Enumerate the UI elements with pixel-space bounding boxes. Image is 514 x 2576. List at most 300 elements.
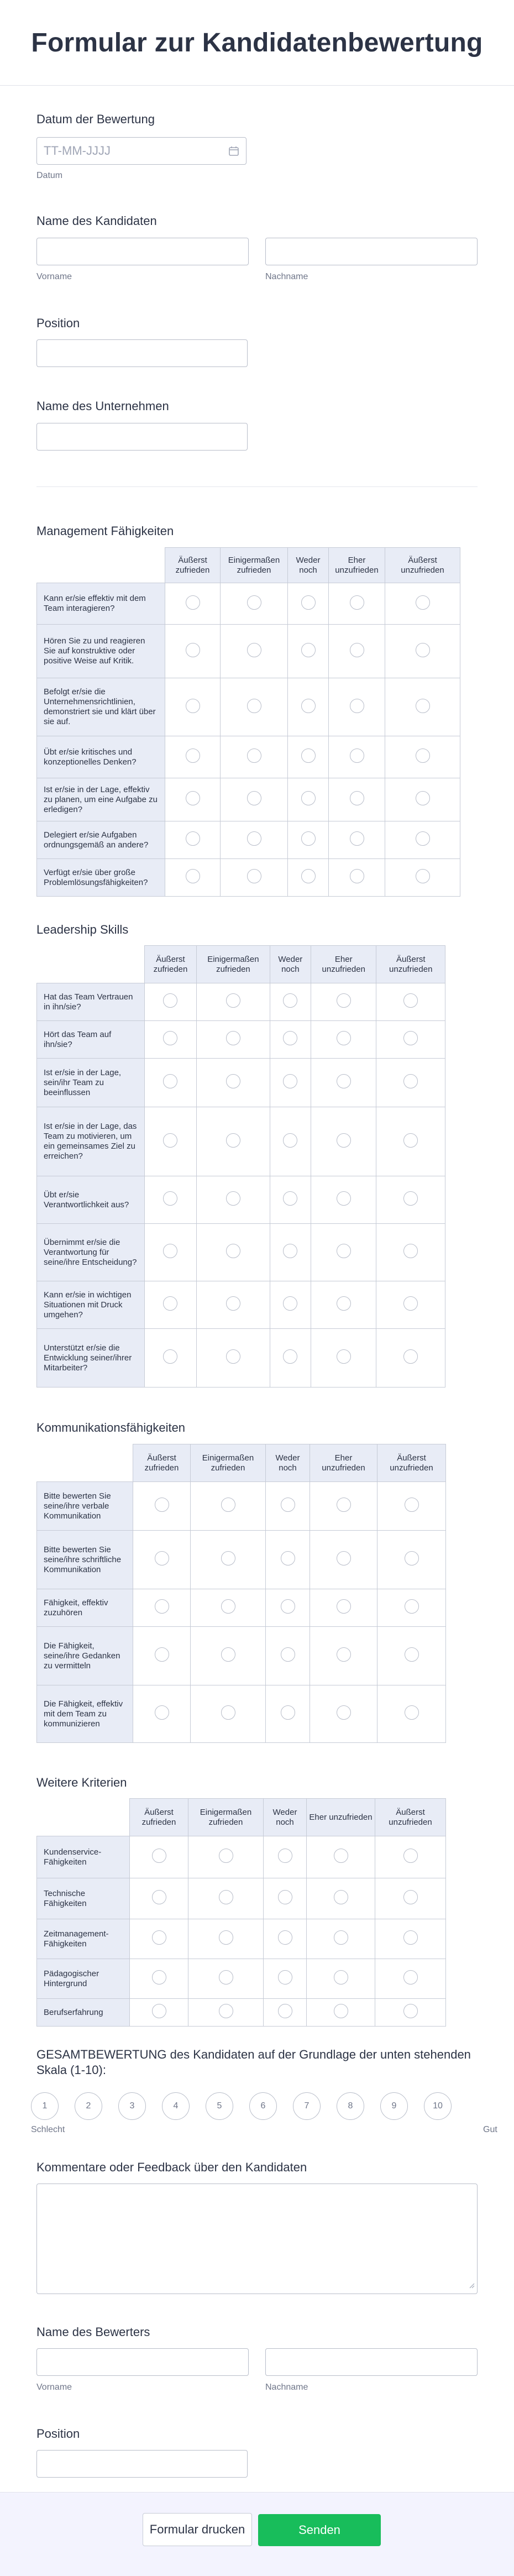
- rating-radio[interactable]: [334, 1849, 348, 1863]
- scale-option[interactable]: 8: [337, 2092, 364, 2120]
- rating-radio[interactable]: [226, 1133, 240, 1148]
- matrix-cell: [329, 736, 385, 778]
- matrix-row: [37, 1878, 446, 1919]
- rating-radio[interactable]: [403, 1074, 418, 1088]
- rating-radio[interactable]: [221, 1705, 235, 1720]
- matrix-cell: [266, 1482, 310, 1531]
- scale-option[interactable]: 5: [206, 2092, 233, 2120]
- rating-radio[interactable]: [350, 595, 364, 610]
- rating-radio[interactable]: [337, 1551, 351, 1566]
- overall-low-label: Schlecht: [31, 2125, 65, 2134]
- matrix-cell: [133, 1627, 191, 1685]
- rating-radio[interactable]: [403, 1031, 418, 1045]
- matrix-row: [37, 678, 460, 736]
- matrix-cell: [133, 1482, 191, 1531]
- rating-radio[interactable]: [301, 791, 316, 805]
- scale-option[interactable]: 3: [118, 2092, 146, 2120]
- rating-radio[interactable]: [403, 1133, 418, 1148]
- matrix-row-label: Übt er/sie Verantwortlichkeit aus?: [37, 1176, 145, 1224]
- matrix-cell: [307, 1959, 375, 1999]
- date-placeholder: TT-MM-JJJJ: [44, 144, 111, 158]
- matrix-cell: [311, 983, 376, 1021]
- rating-radio[interactable]: [337, 1647, 351, 1662]
- matrix-column-header: Äußerst zufrieden: [130, 1799, 188, 1836]
- rating-radio[interactable]: [186, 699, 200, 713]
- rating-radio[interactable]: [155, 1498, 169, 1512]
- rating-radio[interactable]: [278, 1930, 292, 1945]
- scale-option[interactable]: 1: [31, 2092, 59, 2120]
- rating-radio[interactable]: [163, 1133, 177, 1148]
- rating-radio[interactable]: [405, 1551, 419, 1566]
- scale-option[interactable]: 4: [162, 2092, 190, 2120]
- rating-radio[interactable]: [247, 748, 261, 763]
- rating-radio[interactable]: [281, 1705, 295, 1720]
- rating-radio[interactable]: [350, 869, 364, 883]
- matrix-cell: [310, 1482, 377, 1531]
- rating-radio[interactable]: [247, 791, 261, 805]
- matrix-column-header: Einigermaßen zufrieden: [191, 1444, 266, 1482]
- matrix-column-header: Äußerst zufrieden: [165, 548, 221, 583]
- rating-radio[interactable]: [281, 1599, 295, 1614]
- rating-radio[interactable]: [186, 595, 200, 610]
- rating-radio[interactable]: [337, 1296, 351, 1311]
- matrix-cell: [376, 1059, 445, 1107]
- rating-radio[interactable]: [301, 831, 316, 846]
- candidate-first-name-sublabel: Vorname: [36, 272, 72, 281]
- rating-radio[interactable]: [152, 1890, 166, 1904]
- rating-radio[interactable]: [283, 1191, 297, 1206]
- matrix-cell: [310, 1685, 377, 1743]
- matrix-cell: [264, 1999, 307, 2027]
- rating-radio[interactable]: [247, 699, 261, 713]
- matrix-cell: [385, 821, 460, 859]
- print-form-button[interactable]: Formular drucken: [143, 2513, 252, 2546]
- rating-radio[interactable]: [405, 1498, 419, 1512]
- matrix-column-header: Äußerst unzufrieden: [375, 1799, 446, 1836]
- matrix-row: [37, 1836, 446, 1878]
- matrix-cell: [191, 1531, 266, 1589]
- matrix-column-header: Weder noch: [264, 1799, 307, 1836]
- scale-option[interactable]: 10: [424, 2092, 452, 2120]
- rating-radio[interactable]: [283, 1349, 297, 1364]
- evaluator-position-label: Position: [36, 2427, 80, 2441]
- rating-radio[interactable]: [350, 748, 364, 763]
- matrix-row: [37, 778, 460, 821]
- rating-radio[interactable]: [337, 1599, 351, 1614]
- matrix-row-label: Verfügt er/sie über große Problemlösungsfähigkeiten?: [37, 859, 165, 897]
- candidate-last-name-input[interactable]: [265, 238, 478, 265]
- rating-radio[interactable]: [281, 1647, 295, 1662]
- rating-radio[interactable]: [278, 1890, 292, 1904]
- rating-radio[interactable]: [337, 1705, 351, 1720]
- matrix-cell: [311, 1021, 376, 1059]
- rating-radio[interactable]: [163, 1244, 177, 1258]
- matrix-column-header: Äußerst unzufrieden: [376, 946, 445, 983]
- matrix-cell: [266, 1627, 310, 1685]
- rating-radio[interactable]: [155, 1705, 169, 1720]
- rating-radio[interactable]: [226, 1244, 240, 1258]
- candidate-last-name-sublabel: Nachname: [265, 272, 308, 281]
- matrix-cell: [188, 1836, 264, 1878]
- rating-radio[interactable]: [416, 869, 430, 883]
- matrix-cell: [375, 1836, 446, 1878]
- form-header: [0, 0, 514, 86]
- communication-title: Kommunikationsfähigkeiten: [36, 1421, 186, 1434]
- rating-radio[interactable]: [403, 1930, 418, 1945]
- management-title: Management Fähigkeiten: [36, 524, 174, 538]
- evaluator-first-name-input[interactable]: [36, 2348, 249, 2376]
- rating-radio[interactable]: [283, 1133, 297, 1148]
- rating-radio[interactable]: [337, 1349, 351, 1364]
- rating-radio[interactable]: [281, 1551, 295, 1566]
- rating-radio[interactable]: [281, 1498, 295, 1512]
- matrix-row-label: Bitte bewerten Sie seine/ihre schriftliche Kommunikation: [37, 1531, 133, 1589]
- matrix-cell: [375, 1919, 446, 1959]
- date-field: [36, 112, 155, 127]
- rating-radio[interactable]: [221, 1599, 235, 1614]
- rating-radio[interactable]: [219, 1890, 233, 1904]
- matrix-cell: [266, 1589, 310, 1627]
- matrix-row: [37, 1224, 445, 1281]
- overall-rating-label: GESAMTBEWERTUNG des Kandidaten auf der Grundlage der unten stehenden Skala (1-10):: [36, 2048, 471, 2077]
- scale-option[interactable]: 7: [293, 2092, 321, 2120]
- matrix-cell: [221, 778, 288, 821]
- rating-radio[interactable]: [226, 1191, 240, 1206]
- other-criteria-title: Weitere Kriterien: [36, 1776, 127, 1789]
- rating-radio[interactable]: [403, 1349, 418, 1364]
- rating-radio[interactable]: [155, 1551, 169, 1566]
- matrix-row-label: Die Fähigkeit, effektiv mit dem Team zu kommunizieren: [37, 1685, 133, 1743]
- rating-radio[interactable]: [337, 1191, 351, 1206]
- rating-radio[interactable]: [350, 643, 364, 657]
- rating-radio[interactable]: [337, 1074, 351, 1088]
- leadership-matrix: [36, 945, 445, 1388]
- matrix-column-header: Äußerst zufrieden: [144, 946, 196, 983]
- rating-radio[interactable]: [226, 1296, 240, 1311]
- matrix-cell: [144, 1176, 196, 1224]
- evaluator-last-name-input[interactable]: [265, 2348, 478, 2376]
- calendar-icon[interactable]: [228, 145, 239, 159]
- matrix-row-label: Die Fähigkeit, seine/ihre Gedanken zu vermitteln: [37, 1627, 133, 1685]
- matrix-cell: [188, 1959, 264, 1999]
- matrix-row: [37, 1999, 446, 2027]
- rating-radio[interactable]: [403, 2004, 418, 2018]
- matrix-cell: [376, 983, 445, 1021]
- matrix-cell: [376, 1224, 445, 1281]
- matrix-cell: [191, 1589, 266, 1627]
- rating-radio[interactable]: [226, 1031, 240, 1045]
- matrix-column-header: Äußerst unzufrieden: [385, 548, 460, 583]
- matrix-cell: [329, 859, 385, 897]
- rating-radio[interactable]: [226, 1349, 240, 1364]
- rating-radio[interactable]: [350, 791, 364, 805]
- matrix-column-header: Einigermaßen zufrieden: [188, 1799, 264, 1836]
- other-criteria-matrix: [36, 1798, 446, 2027]
- rating-radio[interactable]: [334, 1930, 348, 1945]
- matrix-row-label: Hört das Team auf ihn/sie?: [37, 1021, 145, 1059]
- rating-radio[interactable]: [247, 595, 261, 610]
- matrix-cell: [264, 1959, 307, 1999]
- matrix-cell: [311, 1329, 376, 1388]
- rating-radio[interactable]: [416, 748, 430, 763]
- matrix-cell: [270, 1281, 311, 1329]
- rating-radio[interactable]: [403, 1890, 418, 1904]
- rating-radio[interactable]: [334, 1970, 348, 1985]
- matrix-row: [37, 1059, 445, 1107]
- matrix-cell: [197, 1329, 270, 1388]
- rating-radio[interactable]: [416, 643, 430, 657]
- matrix-cell: [376, 1176, 445, 1224]
- date-sublabel: Datum: [36, 171, 63, 180]
- matrix-cell: [165, 583, 221, 625]
- rating-radio[interactable]: [334, 2004, 348, 2018]
- rating-radio[interactable]: [403, 1296, 418, 1311]
- rating-radio[interactable]: [301, 699, 316, 713]
- rating-radio[interactable]: [283, 1031, 297, 1045]
- matrix-cell: [270, 1059, 311, 1107]
- matrix-cell: [376, 1107, 445, 1176]
- rating-radio[interactable]: [278, 1849, 292, 1863]
- matrix-row-label: Übt er/sie kritisches und konzeptionelles Denken?: [37, 736, 165, 778]
- matrix-cell: [264, 1836, 307, 1878]
- matrix-cell: [311, 1059, 376, 1107]
- rating-radio[interactable]: [186, 748, 200, 763]
- rating-radio[interactable]: [283, 993, 297, 1008]
- matrix-cell: [288, 778, 329, 821]
- matrix-cell: [311, 1107, 376, 1176]
- position-input[interactable]: [36, 339, 248, 367]
- submit-button[interactable]: Senden: [258, 2514, 381, 2546]
- matrix-cell: [266, 1685, 310, 1743]
- rating-radio[interactable]: [226, 1074, 240, 1088]
- rating-radio[interactable]: [350, 831, 364, 846]
- rating-radio[interactable]: [186, 869, 200, 883]
- comments-label: Kommentare oder Feedback über den Kandidaten: [36, 2160, 307, 2174]
- rating-radio[interactable]: [337, 993, 351, 1008]
- matrix-cell: [270, 1107, 311, 1176]
- matrix-cell: [376, 1021, 445, 1059]
- rating-radio[interactable]: [186, 643, 200, 657]
- matrix-cell: [288, 625, 329, 678]
- matrix-cell: [165, 821, 221, 859]
- matrix-cell: [385, 625, 460, 678]
- matrix-cell: [197, 1176, 270, 1224]
- scale-option[interactable]: 2: [75, 2092, 102, 2120]
- rating-radio[interactable]: [350, 699, 364, 713]
- matrix-row-label: Bitte bewerten Sie seine/ihre verbale Kommunikation: [37, 1482, 133, 1531]
- matrix-cell: [191, 1482, 266, 1531]
- matrix-cell: [377, 1482, 446, 1531]
- matrix-column-header: Eher unzufrieden: [329, 548, 385, 583]
- matrix-cell: [288, 583, 329, 625]
- communication-matrix: [36, 1444, 446, 1743]
- rating-radio[interactable]: [219, 1930, 233, 1945]
- matrix-row-label: Zeitmanagement-Fähigkeiten: [37, 1919, 130, 1959]
- rating-radio[interactable]: [403, 993, 418, 1008]
- rating-radio[interactable]: [337, 1244, 351, 1258]
- matrix-row: [37, 1685, 446, 1743]
- evaluator-name-label: Name des Bewerters: [36, 2325, 150, 2339]
- rating-radio[interactable]: [403, 1970, 418, 1985]
- matrix-cell: [264, 1878, 307, 1919]
- rating-radio[interactable]: [163, 1191, 177, 1206]
- company-input[interactable]: [36, 423, 248, 451]
- matrix-cell: [133, 1531, 191, 1589]
- matrix-row-label: Übernimmt er/sie die Verantwortung für seine/ihre Entscheidung?: [37, 1224, 145, 1281]
- matrix-cell: [165, 859, 221, 897]
- rating-radio[interactable]: [152, 2004, 166, 2018]
- matrix-cell: [188, 1919, 264, 1959]
- matrix-column-header: Einigermaßen zufrieden: [197, 946, 270, 983]
- comments-textarea[interactable]: [36, 2184, 478, 2294]
- rating-radio[interactable]: [163, 993, 177, 1008]
- matrix-corner: [37, 548, 165, 583]
- matrix-row-label: Ist er/sie in der Lage, das Team zu motivieren, um ein gemeinsames Ziel zu erreichen?: [37, 1107, 145, 1176]
- rating-radio[interactable]: [219, 1970, 233, 1985]
- rating-radio[interactable]: [283, 1074, 297, 1088]
- matrix-cell: [130, 1836, 188, 1878]
- matrix-column-header: Eher unzufrieden: [307, 1799, 375, 1836]
- matrix-row-label: Technische Fähigkeiten: [37, 1878, 130, 1919]
- matrix-cell: [375, 1999, 446, 2027]
- date-input[interactable]: [36, 137, 246, 165]
- matrix-row-label: Kann er/sie effektiv mit dem Team interagieren?: [37, 583, 165, 625]
- matrix-cell: [307, 1836, 375, 1878]
- matrix-row: [37, 736, 460, 778]
- matrix-cell: [221, 678, 288, 736]
- rating-radio[interactable]: [219, 2004, 233, 2018]
- matrix-cell: [311, 1281, 376, 1329]
- matrix-cell: [144, 1021, 196, 1059]
- matrix-cell: [329, 583, 385, 625]
- matrix-cell: [310, 1531, 377, 1589]
- rating-radio[interactable]: [283, 1296, 297, 1311]
- rating-radio[interactable]: [405, 1647, 419, 1662]
- rating-radio[interactable]: [163, 1349, 177, 1364]
- rating-radio[interactable]: [405, 1599, 419, 1614]
- rating-radio[interactable]: [403, 1244, 418, 1258]
- rating-radio[interactable]: [337, 1133, 351, 1148]
- scale-option[interactable]: 9: [380, 2092, 408, 2120]
- rating-radio[interactable]: [403, 1849, 418, 1863]
- matrix-row: [37, 1919, 446, 1959]
- rating-radio[interactable]: [283, 1244, 297, 1258]
- rating-radio[interactable]: [247, 869, 261, 883]
- rating-radio[interactable]: [163, 1074, 177, 1088]
- rating-radio[interactable]: [247, 643, 261, 657]
- matrix-row-label: Kann er/sie in wichtigen Situationen mit Druck umgehen?: [37, 1281, 145, 1329]
- matrix-row: [37, 1176, 445, 1224]
- matrix-row-label: Hat das Team Vertrauen in ihn/sie?: [37, 983, 145, 1021]
- matrix-cell: [377, 1685, 446, 1743]
- rating-radio[interactable]: [301, 595, 316, 610]
- date-label: Datum der Bewertung: [36, 112, 155, 126]
- matrix-row-label: Delegiert er/sie Aufgaben ordnungsgemäß an andere?: [37, 821, 165, 859]
- matrix-cell: [264, 1919, 307, 1959]
- rating-radio[interactable]: [186, 831, 200, 846]
- matrix-row: [37, 983, 445, 1021]
- candidate-first-name-input[interactable]: [36, 238, 249, 265]
- matrix-cell: [133, 1685, 191, 1743]
- matrix-cell: [375, 1878, 446, 1919]
- matrix-cell: [221, 625, 288, 678]
- rating-radio[interactable]: [301, 748, 316, 763]
- matrix-row: [37, 1589, 446, 1627]
- matrix-cell: [221, 821, 288, 859]
- rating-radio[interactable]: [155, 1647, 169, 1662]
- rating-radio[interactable]: [405, 1705, 419, 1720]
- matrix-cell: [266, 1531, 310, 1589]
- matrix-cell: [375, 1959, 446, 1999]
- evaluator-position-input[interactable]: [36, 2450, 248, 2478]
- matrix-cell: [221, 859, 288, 897]
- matrix-cell: [270, 1021, 311, 1059]
- matrix-cell: [377, 1531, 446, 1589]
- matrix-row: [37, 821, 460, 859]
- rating-radio[interactable]: [186, 791, 200, 805]
- matrix-cell: [165, 625, 221, 678]
- rating-radio[interactable]: [221, 1647, 235, 1662]
- matrix-cell: [197, 983, 270, 1021]
- matrix-cell: [377, 1627, 446, 1685]
- resize-handle-icon[interactable]: [468, 2281, 475, 2291]
- rating-radio[interactable]: [152, 1970, 166, 1985]
- matrix-column-header: Äußerst unzufrieden: [377, 1444, 446, 1482]
- matrix-row: [37, 1482, 446, 1531]
- matrix-cell: [310, 1589, 377, 1627]
- matrix-cell: [329, 821, 385, 859]
- matrix-cell: [197, 1021, 270, 1059]
- scale-option[interactable]: 6: [249, 2092, 277, 2120]
- rating-radio[interactable]: [219, 1849, 233, 1863]
- matrix-column-header: Eher unzufrieden: [310, 1444, 377, 1482]
- section-divider: [36, 486, 478, 487]
- rating-radio[interactable]: [155, 1599, 169, 1614]
- rating-radio[interactable]: [163, 1031, 177, 1045]
- matrix-cell: [165, 736, 221, 778]
- rating-radio[interactable]: [247, 831, 261, 846]
- rating-radio[interactable]: [278, 1970, 292, 1985]
- rating-radio[interactable]: [152, 1930, 166, 1945]
- rating-radio[interactable]: [416, 595, 430, 610]
- rating-radio[interactable]: [278, 2004, 292, 2018]
- rating-radio[interactable]: [152, 1849, 166, 1863]
- rating-radio[interactable]: [301, 643, 316, 657]
- matrix-corner: [37, 946, 145, 983]
- company-label: Name des Unternehmen: [36, 399, 169, 413]
- rating-radio[interactable]: [334, 1890, 348, 1904]
- rating-radio[interactable]: [221, 1551, 235, 1566]
- matrix-cell: [130, 1919, 188, 1959]
- rating-radio[interactable]: [301, 869, 316, 883]
- rating-radio[interactable]: [416, 831, 430, 846]
- matrix-row: [37, 1959, 446, 1999]
- matrix-row: [37, 1329, 445, 1388]
- rating-radio[interactable]: [337, 1031, 351, 1045]
- rating-radio[interactable]: [163, 1296, 177, 1311]
- rating-radio[interactable]: [221, 1498, 235, 1512]
- matrix-cell: [329, 625, 385, 678]
- matrix-row-label: Ist er/sie in der Lage, effektiv zu planen, um eine Aufgabe zu erledigen?: [37, 778, 165, 821]
- leadership-title: Leadership Skills: [36, 923, 129, 936]
- rating-radio[interactable]: [416, 791, 430, 805]
- matrix-cell: [385, 778, 460, 821]
- rating-radio[interactable]: [403, 1191, 418, 1206]
- matrix-row-label: Kundenservice-Fähigkeiten: [37, 1836, 130, 1878]
- rating-radio[interactable]: [416, 699, 430, 713]
- rating-radio[interactable]: [226, 993, 240, 1008]
- rating-radio[interactable]: [337, 1498, 351, 1512]
